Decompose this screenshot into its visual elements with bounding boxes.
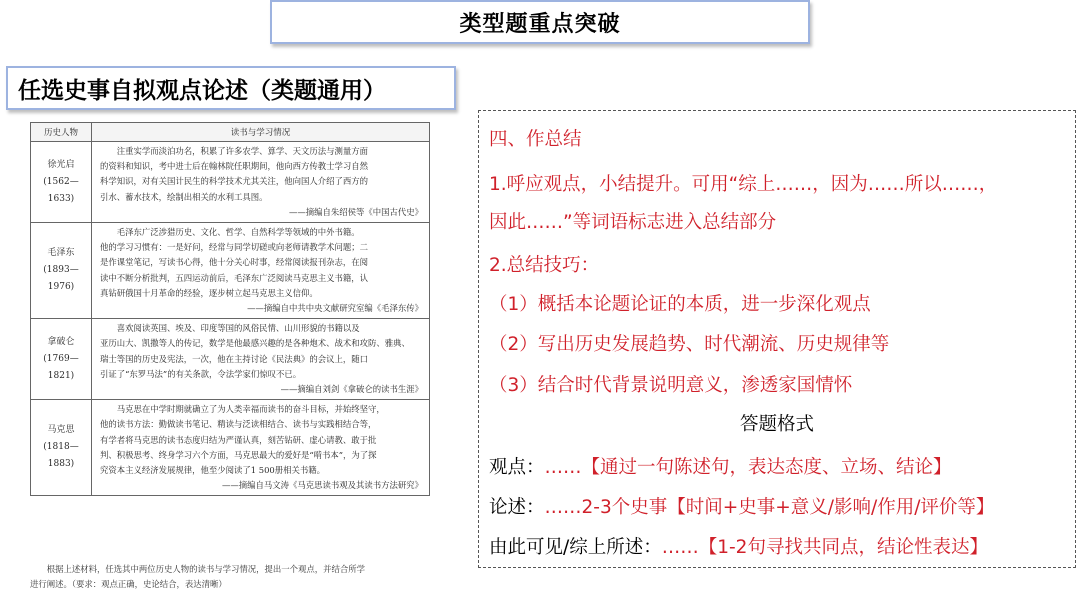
content-line: 注重实学而淡泊功名，积累了许多农学、算学、天文历法与测量方面 <box>116 146 369 156</box>
panel-line: （3）结合时代背景说明意义，渗透家国情怀 <box>489 375 853 396</box>
scanned-material-table <box>30 122 430 550</box>
section-subtitle: 任选史事自拟观点论述（类题通用） <box>6 66 456 110</box>
format-label: 论述： <box>489 497 545 518</box>
person-name-line: (1769— <box>43 353 79 364</box>
person-name-line: 马克思 <box>47 425 75 436</box>
format-label: 由此可见/综上所述： <box>489 537 662 558</box>
person-name-line: 1883) <box>47 459 75 470</box>
table-row <box>31 400 430 496</box>
content-line: 引水、蓄水技术，绘制出相关的水利工具图。 <box>100 191 268 202</box>
content-line: 毛泽东广泛涉猎历史、文化、哲学、自然科学等领域的中外书籍。 <box>116 227 360 238</box>
content-line: 读中不断分析批判，五四运动前后，毛泽东广泛阅读马克思主义书籍，认 <box>100 272 368 283</box>
content-line: 科学知识，对有关国计民生的科学技术尤其关注，他向国人介绍了西方的 <box>100 176 368 187</box>
content-line: 判、积极思考、终身学习六个方面，马克思最大的爱好是“啃书本”，为了探 <box>100 449 377 460</box>
content-line: 他的读书方法：勤做读书笔记、精读与泛读相结合、读书与实践相结合等， <box>100 419 377 430</box>
column-header-person: 历史人物 <box>31 123 92 142</box>
content-line: 的资料和知识，考中进士后在翰林院任职期间，他向西方传教士学习自然 <box>100 161 368 172</box>
content-line: 究资本主义经济发展规律，他至少阅读了1 500册相关书籍。 <box>100 465 325 476</box>
person-name-cell <box>31 319 92 400</box>
citation: ——摘编自中共中央文献研究室编《毛泽东传》 <box>247 303 423 314</box>
question-line: 进行阐述。（要求：观点正确，史论结合，表达清晰） <box>30 579 227 589</box>
reading-content-cell <box>92 400 430 496</box>
reading-content-cell <box>92 142 430 223</box>
panel-line: 1.呼应观点，小结提升。可用“综上……，因为……所以……， <box>489 174 998 195</box>
content-line: 是作课堂笔记，写读书心得，他十分关心时事，经常阅读报刊杂志，在阅 <box>100 257 368 268</box>
format-text: ……2-3个史事【时间+史事+意义/影响/作用/评价等】 <box>544 497 995 518</box>
question-prompt <box>30 562 430 592</box>
person-name-line: 毛泽东 <box>47 248 75 259</box>
person-name-line: (1818— <box>43 442 79 453</box>
table-row <box>31 142 430 223</box>
question-line: 根据上述材料，任选其中两位历史人物的读书与学习情况，提出一个观点，并结合所学 <box>46 564 366 574</box>
content-line: 引证了“东罗马法”的有关条款，令法学家们惊叹不已。 <box>100 368 302 379</box>
panel-heading: 四、作总结 <box>489 129 582 150</box>
summary-panel <box>478 110 1076 568</box>
content-line: 喜欢阅读英国、埃及、印度等国的风俗民情、山川形貌的书籍以及 <box>116 323 360 334</box>
person-name-line: 1633) <box>47 193 75 204</box>
citation: ——摘编自马文涛《马克思读书观及其读书方法研究》 <box>222 480 423 491</box>
content-line: 马克思在中学时期就确立了为人类幸福而读书的奋斗目标，并始终坚守， <box>116 404 385 415</box>
table-row <box>31 223 430 319</box>
person-name-cell <box>31 142 92 223</box>
person-name-line: 1976) <box>47 282 75 293</box>
content-line: 他的学习习惯有：一是好问，经常与同学切磋或向老师请教学术问题；二 <box>100 242 368 253</box>
format-text: ……【通过一句陈述句，表达态度、立场、结论】 <box>544 457 952 478</box>
person-name-cell <box>31 400 92 496</box>
panel-line: （1）概括本论题论证的本质，进一步深化观点 <box>489 294 871 315</box>
format-label: 观点： <box>489 457 545 478</box>
person-name-line: (1562— <box>43 176 79 187</box>
person-name-line: 徐光启 <box>47 159 75 170</box>
person-name-line: (1893— <box>43 265 79 276</box>
reading-content-cell <box>92 319 430 400</box>
person-name-line: 拿破仑 <box>47 336 75 347</box>
panel-line: 因此……”等词语标志进入总结部分 <box>489 212 777 233</box>
content-line: 有学者将马克思的读书态度归结为严谨认真，刻苦钻研、虚心请教、敢于批 <box>100 434 377 445</box>
content-line: 亚历山大、凯撒等人的传记，数学是他最感兴趣的是各种炮术、战术和攻防、雅典、 <box>100 338 410 349</box>
person-name-cell <box>31 223 92 319</box>
format-row-viewpoint <box>489 453 952 479</box>
format-row-conclusion <box>489 533 988 559</box>
citation: ——摘编自刘剑《拿破仑的读书生涯》 <box>280 384 423 395</box>
format-text: ……【1-2句寻找共同点，结论性表达】 <box>661 537 988 558</box>
citation: ——摘编自朱绍侯等《中国古代史》 <box>289 206 423 217</box>
person-name-line: 1821) <box>47 370 75 381</box>
slide-title: 类型题重点突破 <box>270 0 810 44</box>
format-title: 答题格式 <box>739 414 814 435</box>
reading-content-cell <box>92 223 430 319</box>
format-row-argument <box>489 493 994 519</box>
panel-line: 2.总结技巧： <box>489 255 600 276</box>
panel-line: （2）写出历史发展趋势、时代潮流、历史规律等 <box>489 334 890 355</box>
column-header-reading: 读书与学习情况 <box>92 123 430 142</box>
table-row <box>31 319 430 400</box>
content-line: 真钻研俄国十月革命的经验，逐步树立起马克思主义信仰。 <box>100 287 318 298</box>
content-line: 瑞士等国的历史及宪法，一次，他在主持讨论《民法典》的会议上，随口 <box>100 353 368 364</box>
